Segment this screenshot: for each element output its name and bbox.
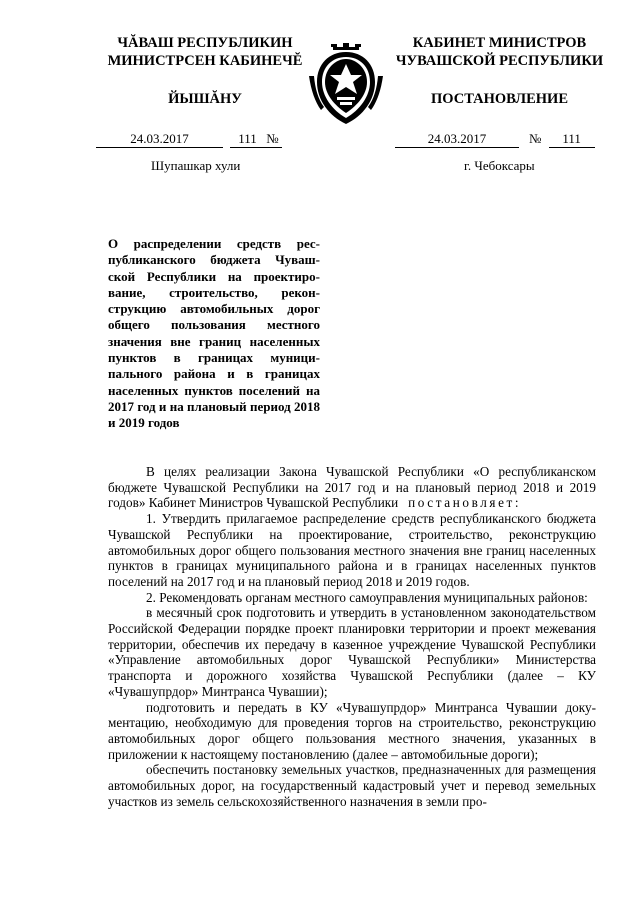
left-date: 24.03.2017 [96, 131, 223, 148]
document-subject: О распределении средств республиканского бюджета Чувашской Республики на проектирование, строительство, реконструкцию автомобильных дорог общего пользования местного значения вне границ населенных пунктов в границах муниципального района и в границах населенных пунктов поселений на 2017 год и на плановый период 2018 и 2019 годов [108, 236, 320, 431]
right-org-line2: ЧУВАШСКОЙ РЕСПУБЛИКИ [395, 53, 604, 69]
coat-of-arms-icon [307, 42, 385, 126]
header-right [392, 34, 607, 108]
right-doc-type: ПОСТАНОВЛЕНИЕ [430, 91, 568, 107]
right-date: 24.03.2017 [395, 131, 519, 148]
intro-text: В целях реализации Закона Чувашской Республики «О республиканском бюджете Чувашской Республики на 2017 год и на плановый период 2018 и 2019 годов» Кабинет Министров Чувашской Республики [108, 464, 596, 511]
right-number: 111 [549, 131, 595, 148]
paragraph-intro [108, 464, 596, 511]
paragraph-2: 2. Рекомендовать органам местного самоуправления муниципальных районов: [146, 589, 588, 605]
left-number: 111 [230, 131, 282, 148]
right-org-line1: КАБИНЕТ МИНИСТРОВ [412, 35, 587, 51]
header-left [95, 34, 315, 108]
left-org-line2: МИНИСТРСЕН КАБИНЕЧĔ [107, 53, 303, 69]
paragraph-3: в месячный срок подготовить и утвердить в установленном законодательством Российской Федерации порядке проект планировки территории и проект межевания территории, обеспечив их передачу в казенное учреждение Чувашской Республики «Управление автомобильных дорог Чувашской Республики» Министерства транспорта и дорожного хозяйства Чувашской Республики (далее – КУ «Чувашупрдор» Минтранса Чувашии); [108, 605, 596, 699]
paragraph-1: 1. Утвердить прилагаемое распределение средств республиканского бюджета Чувашской Республики на проектирование, строительство, реконструкцию автомобильных дорог общего пользования местного значения вне границ населенных пунктов в границах муниципального района и в границах населенных пунктов поселений на 2017 год и на плановый период 2018 и 2019 годов. [108, 511, 596, 589]
left-number-sign: № [266, 131, 279, 146]
document-body [108, 464, 596, 809]
place-right: г. Чебоксары [464, 158, 535, 173]
left-doc-type: ЙЫШĂНУ [168, 91, 242, 107]
paragraph-4: подготовить и передать в КУ «Чувашупрдор» Минтранса Чувашии документацию, необходимую для проведения торгов на строительство, реконструкцию автомобильных дорог общего пользования местного значения, указанных в приложении к настоящему постановлению (далее – автомобильные дороги); [108, 699, 596, 762]
place-left: Шупашкар хули [151, 158, 241, 173]
dateline-right [395, 131, 610, 148]
right-number-sign: № [529, 131, 542, 146]
paragraph-5: обеспечить постановку земельных участков, предназначенных для размещения автомобильных дорог, на государственный кадастровый учет и перевод земельных участков из земель сельскохозяйственного назначения в земли про- [108, 762, 596, 809]
left-org-line1: ЧĂВАШ РЕСПУБЛИКИН [117, 35, 293, 51]
dateline-left [96, 131, 314, 148]
decree-word: постановляет: [408, 495, 522, 511]
